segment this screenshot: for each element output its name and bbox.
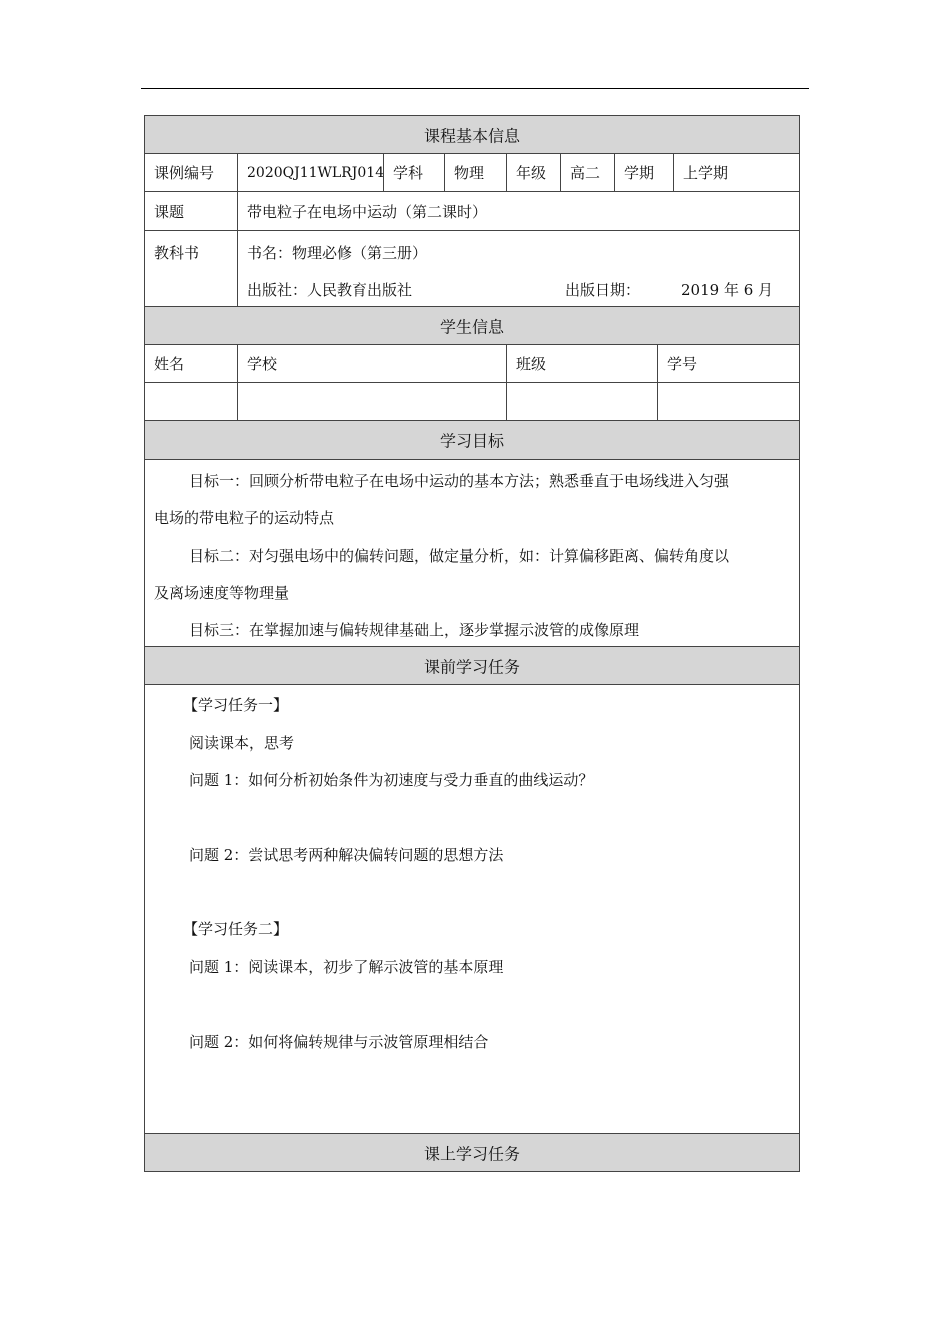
- pub-date: 2019 年 6 月: [681, 281, 774, 299]
- student-blank-row: [144, 382, 800, 421]
- textbook-label: 教科书: [154, 244, 200, 262]
- task-2-question-2: 问题 2：如何将偏转规律与示波管原理相结合: [189, 1033, 489, 1051]
- book-name: 书名：物理必修（第三册）: [247, 244, 428, 262]
- task-1-question-1: 问题 1：如何分析初始条件为初速度与受力垂直的曲线运动？: [189, 771, 594, 789]
- student-no-field[interactable]: [657, 382, 800, 421]
- term-label: 学期: [614, 153, 674, 192]
- school-field[interactable]: [237, 382, 507, 421]
- textbook-divider: [237, 230, 238, 307]
- goal-1-line-1: 目标一：回顾分析带电粒子在电场中运动的基本方法；熟悉垂直于电场线进入匀强: [189, 472, 730, 490]
- name-field[interactable]: [144, 382, 238, 421]
- task-1-intro: 阅读课本，思考: [189, 734, 295, 752]
- class-field[interactable]: [506, 382, 658, 421]
- topic-row: [144, 191, 800, 231]
- topic-label: 课题: [144, 191, 238, 231]
- class-label: 班级: [506, 344, 658, 383]
- term-value: 上学期: [673, 153, 800, 192]
- student-info-header: 学生信息: [144, 306, 800, 345]
- goal-2-line-2: 及离场速度等物理量: [154, 584, 290, 602]
- name-label: 姓名: [144, 344, 238, 383]
- school-label: 学校: [237, 344, 507, 383]
- task-2-question-1: 问题 1：阅读课本，初步了解示波管的基本原理: [189, 958, 504, 976]
- goal-1-line-2: 电场的带电粒子的运动特点: [154, 509, 335, 527]
- pre-tasks-body: [144, 684, 800, 1134]
- course-info-header: 课程基本信息: [144, 115, 800, 154]
- course-meta-row: [144, 153, 800, 192]
- student-label-row: [144, 344, 800, 383]
- header-rule: [141, 88, 809, 89]
- pre-tasks-header: 课前学习任务: [144, 646, 800, 685]
- case-no-label: 课例编号: [144, 153, 238, 192]
- goals-header: 学习目标: [144, 420, 800, 460]
- lesson-table: [144, 115, 800, 1172]
- goals-body: [144, 459, 800, 647]
- pub-date-label: 出版日期：: [565, 281, 641, 299]
- topic-value: 带电粒子在电场中运动（第二课时）: [237, 191, 800, 231]
- in-class-header: 课上学习任务: [144, 1133, 800, 1172]
- goal-3: 目标三：在掌握加速与偏转规律基础上，逐步掌握示波管的成像原理: [189, 621, 640, 639]
- grade-value: 高二: [560, 153, 615, 192]
- goal-2-line-1: 目标二：对匀强电场中的偏转问题，做定量分析，如：计算偏移距离、偏转角度以: [189, 547, 730, 565]
- subject-value: 物理: [444, 153, 507, 192]
- subject-label: 学科: [383, 153, 445, 192]
- textbook-row: [144, 230, 800, 307]
- task-1-question-2: 问题 2：尝试思考两种解决偏转问题的思想方法: [189, 846, 504, 864]
- task-1-title: 【学习任务一】: [183, 696, 289, 714]
- grade-label: 年级: [506, 153, 561, 192]
- student-no-label: 学号: [657, 344, 800, 383]
- publisher: 出版社：人民教育出版社: [247, 281, 413, 299]
- case-no-value: 2020QJ11WLRJ014: [237, 153, 384, 192]
- task-2-title: 【学习任务二】: [183, 920, 289, 938]
